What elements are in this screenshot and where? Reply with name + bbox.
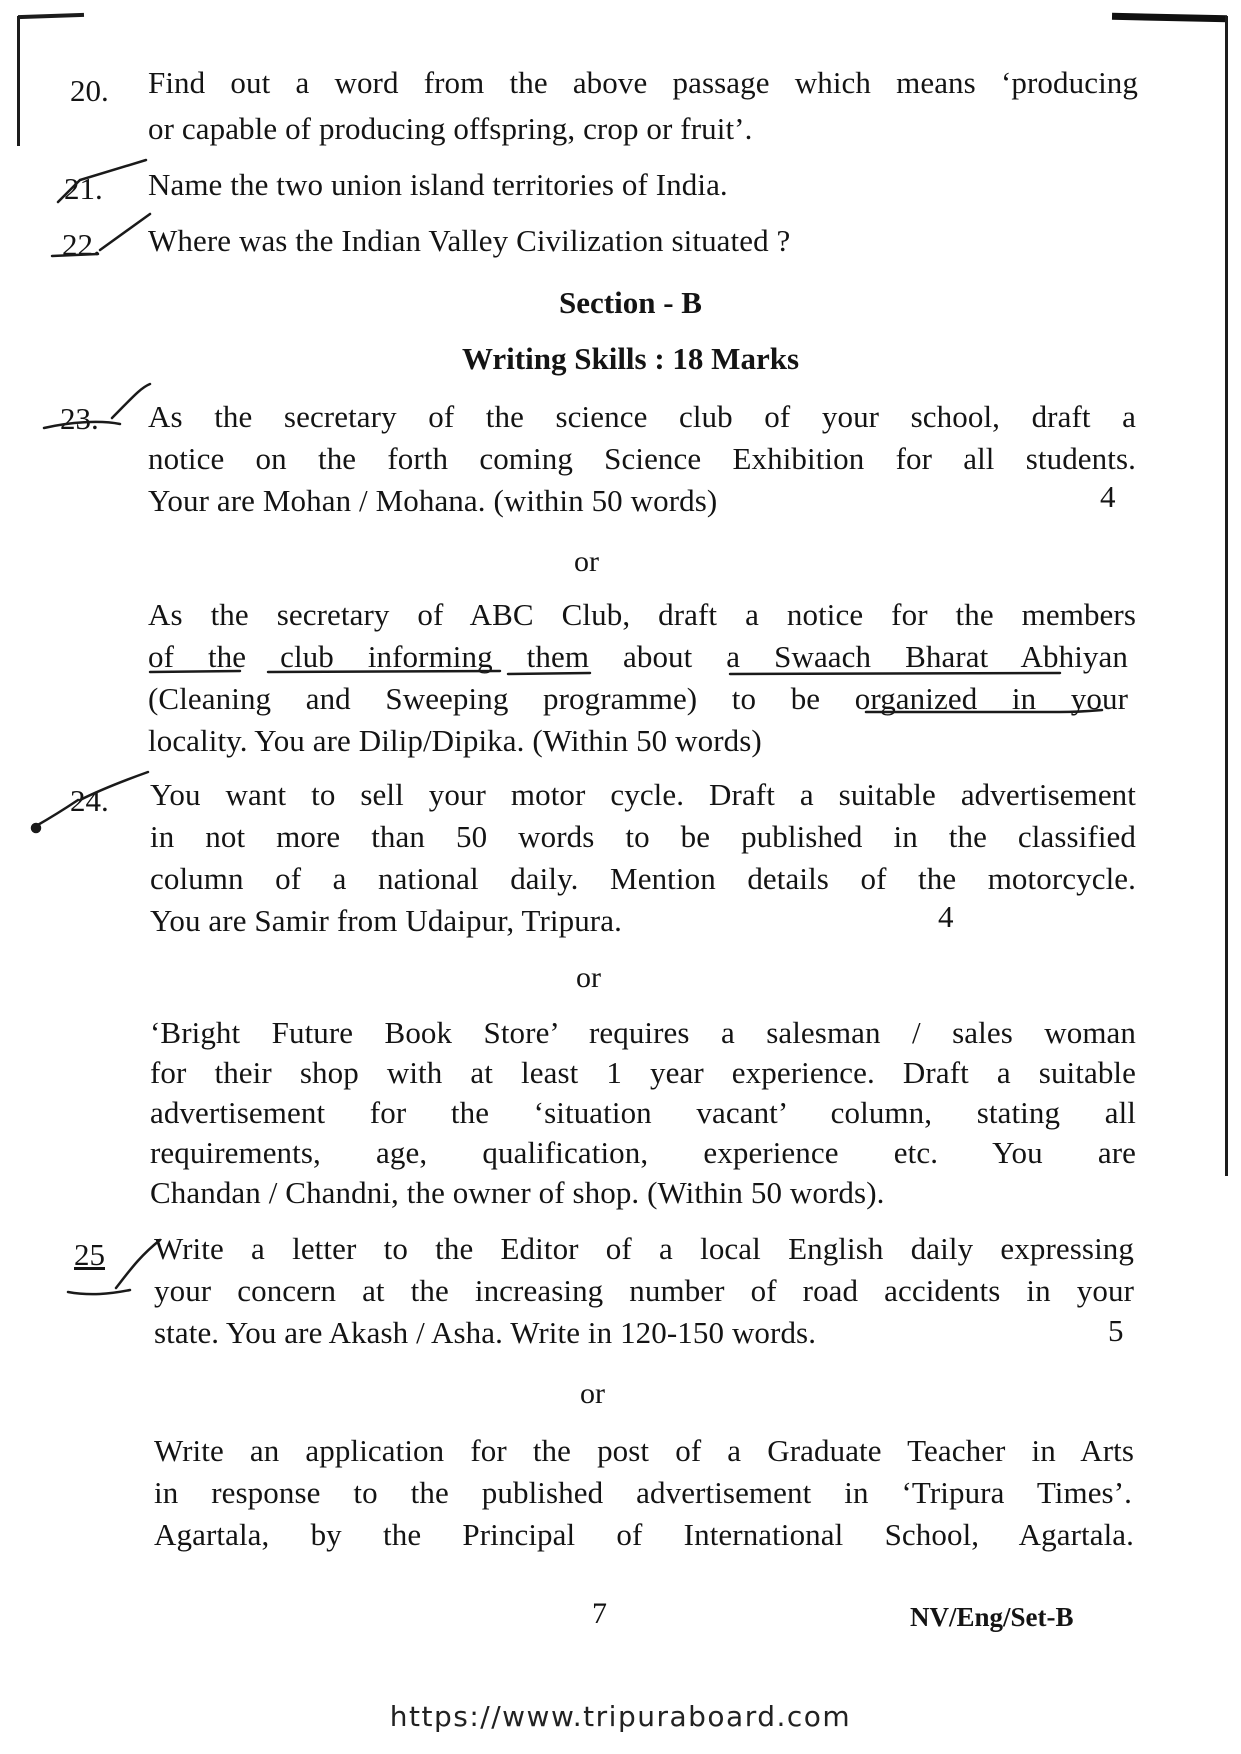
question-number: 24. [70, 783, 109, 818]
question-text: locality. You are Dilip/Dipika. (Within 50 words) [148, 723, 762, 758]
question-number: 23. [60, 401, 99, 436]
page-number: 7 [592, 1597, 607, 1630]
question-number: 21. [64, 171, 103, 206]
question-text: Write an application for the post of a Graduate Teacher in Arts [154, 1433, 1134, 1468]
question-text: Name the two union island territories of India. [148, 167, 728, 202]
ink-dot [32, 824, 40, 832]
question-text: Chandan / Chandni, the owner of shop. (Within 50 words). [150, 1175, 885, 1210]
question-text: (Cleaning and Sweeping programme) to be organized in your [148, 681, 1128, 716]
question-number: 20. [70, 73, 109, 108]
question-text: of the club informing them about a Swaach Bharat Abhiyan [148, 639, 1128, 674]
question-text: requirements, age, qualification, experience etc. You are [150, 1135, 1136, 1170]
marks: 4 [1100, 479, 1116, 514]
footer-url: https://www.tripuraboard.com [389, 1700, 852, 1733]
question-text: Where was the Indian Valley Civilization situated ? [148, 223, 791, 258]
question-text: As the secretary of the science club of your school, draft a [148, 399, 1136, 434]
page-border [1225, 16, 1228, 1176]
question-text: your concern at the increasing number of road accidents in your [154, 1273, 1134, 1308]
or-separator: or [574, 545, 599, 578]
question-text: You are Samir from Udaipur, Tripura. [150, 903, 622, 938]
page-border [17, 16, 20, 146]
question-text: advertisement for the ‘situation vacant’ column, stating all [150, 1095, 1136, 1130]
marks: 5 [1108, 1313, 1124, 1348]
question-text: Agartala, by the Principal of International School, Agartala. [154, 1517, 1134, 1552]
question-text: You want to sell your motor cycle. Draft a suitable advertisement [150, 777, 1136, 812]
page-border [1112, 13, 1227, 22]
question-text: in response to the published advertisement in ‘Tripura Times’. [154, 1475, 1132, 1510]
question-number: 22. [62, 227, 101, 262]
question-text: for their shop with at least 1 year experience. Draft a suitable [150, 1055, 1136, 1090]
question-text: Find out a word from the above passage which means ‘producing [148, 65, 1138, 100]
or-separator: or [580, 1377, 605, 1410]
question-text: state. You are Akash / Asha. Write in 120-150 words. [154, 1315, 817, 1350]
section-subtitle: Writing Skills : 18 Marks [461, 341, 800, 376]
page-border [18, 13, 84, 19]
question-text: As the secretary of ABC Club, draft a notice for the members [148, 597, 1136, 632]
question-text: in not more than 50 words to be published in the classified [150, 819, 1136, 854]
question-text: notice on the forth coming Science Exhibition for all students. [148, 441, 1136, 476]
section-title: Section - B [559, 285, 702, 320]
question-text: ‘Bright Future Book Store’ requires a salesman / sales woman [150, 1015, 1136, 1050]
question-text: or capable of producing offspring, crop or fruit’. [148, 111, 753, 146]
set-code: NV/Eng/Set-B [910, 1602, 1074, 1632]
question-number: 25 [74, 1237, 105, 1272]
question-text: Write a letter to the Editor of a local English daily expressing [154, 1231, 1134, 1266]
or-separator: or [576, 961, 601, 994]
question-text: column of a national daily. Mention details of the motorcycle. [150, 861, 1136, 896]
marks: 4 [938, 899, 954, 934]
question-text: Your are Mohan / Mohana. (within 50 words) [148, 483, 718, 518]
